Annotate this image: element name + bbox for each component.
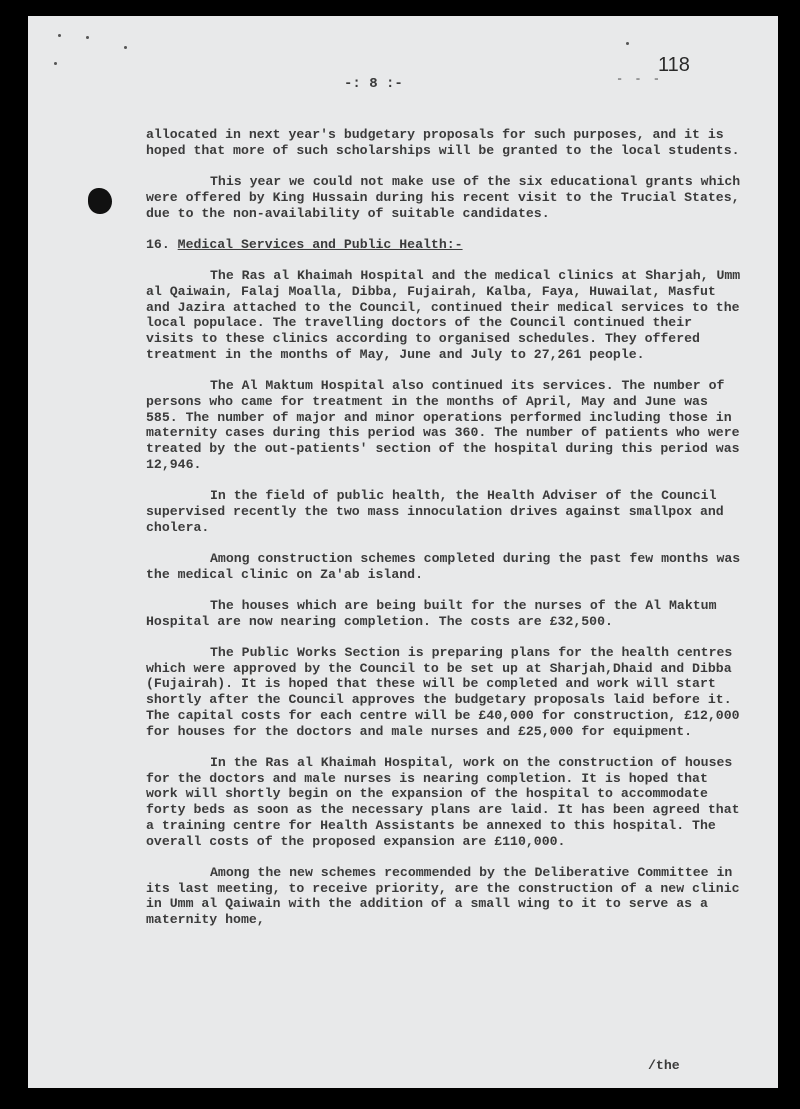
ink-blot [88,188,112,214]
document-body [146,127,746,943]
document-page [28,16,778,1088]
page-number: -: 8 :- [344,76,403,92]
ink-speck [54,62,57,65]
paragraph-3: The Ras al Khaimah Hospital and the medical clinics at Sharjah, Umm al Qaiwain, Falaj Moalla, Dibba, Fujairah, Kalba, Faya, Huwailat, Masfut and Jazira attached to the Council, continued their medical services to the local populace. The travelling doctors of the Council continued their visits to these clinics according to organised schedules. They offered treatment in the months of May, June and July to 27,261 people. [146,268,741,362]
paragraph-4: The Al Maktum Hospital also continued its services. The number of persons who came for treatment in the months of April, May and June was 585. The number of major and minor operations performed including those in maternity cases during this period was 360. The number of patients who were treated by the out-patients' section of the hospital during this period was 12,946. [146,378,740,472]
ink-speck [626,42,629,45]
paragraph-7: The houses which are being built for the nurses of the Al Maktum Hospital are now nearing completion. The costs are £32,500. [146,597,717,629]
section-heading [146,237,746,253]
catchword: /the [648,1058,680,1073]
paragraph-9: In the Ras al Khaimah Hospital, work on the construction of houses for the doctors and male nurses is nearing completion. It is hoped that work will shortly begin on the expansion of the hospital to accommodate forty beds as soon as the necessary plans are laid. It has been agreed that a training centre for Health Assistants be annexed to this hospital. The overall costs of the proposed expansion are £110,000. [146,754,740,849]
section-number: 16. [146,236,170,252]
section-title: Medical Services and Public Health:- [177,236,463,252]
paragraph-5: In the field of public health, the Health Adviser of the Council supervised recently the two mass innoculation drives against smallpox and cholera. [146,488,724,535]
paragraph-2: This year we could not make use of the six educational grants which were offered by King Hussain during his recent visit to the Trucial States, due to the non-availability of suitable candidates. [146,174,741,221]
paragraph-8: The Public Works Section is preparing plans for the health centres which were approved by the Council to be set up at Sharjah,Dhaid and Dibba (Fujairah). It is hoped that these will be completed and work will start shortly after the Council approves the budgetary proposals laid before it. The capital costs for each centre will be £40,000 for construction, £12,000 for houses for the doctors and male nurses and £25,000 for equipment. [146,645,740,739]
ink-speck [86,36,89,39]
ink-speck [124,46,127,49]
ink-speck [58,34,61,37]
paragraph-1: allocated in next year's budgetary proposals for such purposes, and it is hoped that more of such scholarships will be granted to the local students. [146,127,740,158]
paragraph-10: Among the new schemes recommended by the Deliberative Committee in its last meeting, to receive priority, are the construction of a new clinic in Umm al Qaiwain with the addition of a small wing to it to serve as a maternity home, [146,864,740,927]
folio-number: 118 [658,54,690,76]
corner-mark: - - - [616,72,663,86]
paragraph-6: Among construction schemes completed during the past few months was the medical clinic on Za'ab island. [146,550,741,582]
